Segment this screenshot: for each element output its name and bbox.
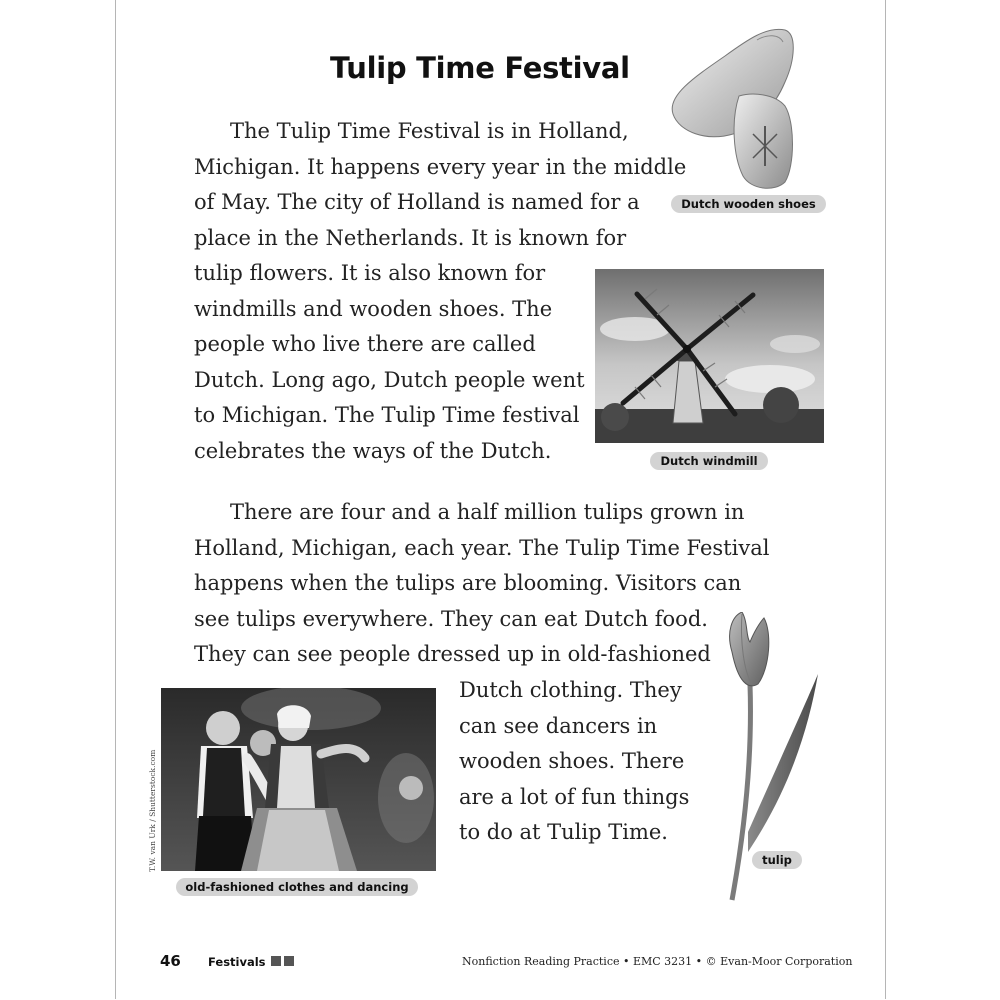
section-name: Festivals <box>208 955 266 969</box>
page-title: Tulip Time Festival <box>330 51 630 85</box>
section-square-1 <box>271 956 281 966</box>
paragraph-1 <box>194 114 686 469</box>
caption-windmill: Dutch windmill <box>650 452 768 470</box>
paragraph-1-line: The Tulip Time Festival is in Holland, <box>230 119 629 143</box>
paragraph-1-line: to Michigan. The Tulip Time festival <box>194 403 580 427</box>
caption-tulip: tulip <box>752 851 802 869</box>
publication-info: Nonfiction Reading Practice • EMC 3231 • © Evan-Moor Corporation <box>462 955 853 968</box>
paragraph-2-line: happens when the tulips are blooming. Visitors can <box>194 571 742 595</box>
paragraph-1-line: of May. The city of Holland is named for a <box>194 190 640 214</box>
paragraph-1-line: Michigan. It happens every year in the middle <box>194 154 687 179</box>
paragraph-2-line: Dutch clothing. They <box>459 678 682 702</box>
paragraph-1-line: people who live there are called <box>194 332 536 356</box>
photo-credit: T.W. van Urk / Shutterstock.com <box>148 749 157 872</box>
paragraph-2-line: can see dancers in <box>459 713 658 738</box>
caption-dancing: old-fashioned clothes and dancing <box>176 878 418 896</box>
page-number: 46 <box>160 952 181 970</box>
paragraph-1-line: tulip flowers. It is also known for <box>194 261 546 285</box>
paragraph-2 <box>194 495 769 673</box>
paragraph-1-line: place in the Netherlands. It is known for <box>194 225 627 250</box>
paragraph-1-line: windmills and wooden shoes. The <box>194 296 553 321</box>
dancing-photo <box>161 688 436 871</box>
paragraph-1-line: celebrates the ways of the Dutch. <box>194 438 552 463</box>
paragraph-2-continued <box>459 673 689 851</box>
caption-shoes: Dutch wooden shoes <box>671 195 826 213</box>
paragraph-2-line: to do at Tulip Time. <box>459 820 668 844</box>
paragraph-1-line: Dutch. Long ago, Dutch people went <box>194 367 585 392</box>
paragraph-2-line: see tulips everywhere. They can eat Dutch food. <box>194 606 708 631</box>
paragraph-2-line: wooden shoes. There <box>459 749 685 773</box>
paragraph-2-line: There are four and a half million tulips grown in <box>230 500 745 524</box>
paragraph-2-line: They can see people dressed up in old-fashioned <box>194 642 711 666</box>
paragraph-2-line: are a lot of fun things <box>459 784 690 809</box>
paragraph-2-line: Holland, Michigan, each year. The Tulip Time Festival <box>194 535 770 560</box>
section-square-2 <box>284 956 294 966</box>
